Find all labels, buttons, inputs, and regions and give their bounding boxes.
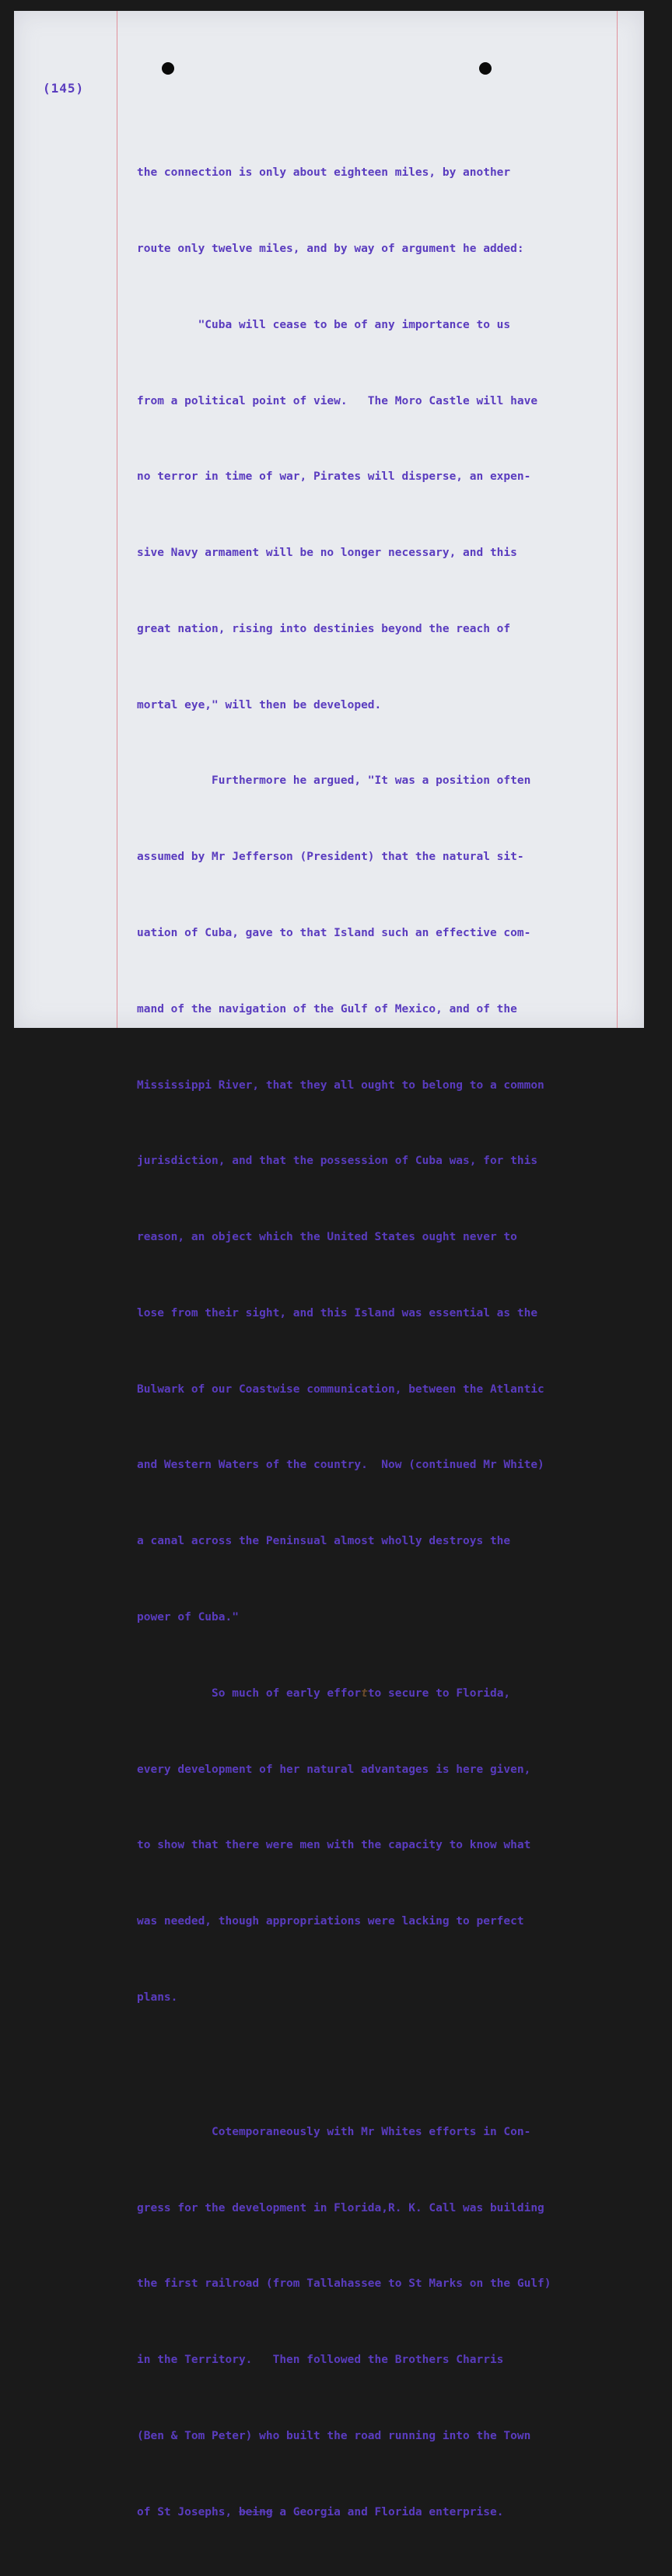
document-page	[14, 11, 644, 2518]
text-line: lose from their sight, and this Island was essential as the	[137, 1306, 538, 1319]
text-line: plans.	[137, 1991, 178, 2004]
text-line: Bulwark of our Coastwise communication, between the Atlantic	[137, 1382, 544, 1396]
text-line: reason, an object which the United States ought never to	[137, 1231, 517, 1244]
text-fragment: of St Josephs,	[137, 2505, 239, 2518]
text-line: Furthermore he argued, "It was a position often	[137, 774, 531, 788]
text-line: Mississippi River, that they all ought to belong to a common	[137, 1078, 544, 1092]
punch-hole	[162, 62, 174, 75]
text-line: mortal eye," will then be developed.	[137, 698, 382, 711]
text-line: power of Cuba."	[137, 1611, 239, 1624]
text-line: and Western Waters of the country. Now (continued Mr White)	[137, 1459, 544, 1472]
text-line: "Cuba will cease to be of any importance to us	[137, 318, 511, 331]
text-line: route only twelve miles, and by way of argument he added:	[137, 242, 524, 255]
text-line: no terror in time of war, Pirates will disperse, an expen-	[137, 470, 531, 484]
text-line: the first railroad (from Tallahassee to St Marks on the Gulf)	[137, 2277, 551, 2291]
text-line: was needed, though appropriations were lacking to perfect	[137, 1915, 524, 1928]
text-line: a canal across the Peninsual almost wholly destroys the	[137, 1535, 511, 1548]
text-line: the connection is only about eighteen miles, by another	[137, 166, 511, 180]
struck-word: being	[238, 2505, 273, 2518]
text-line: mand of the navigation of the Gulf of Mexico, and of the	[137, 1002, 517, 1015]
text-line	[137, 2500, 635, 2525]
page-number: (145)	[43, 81, 85, 96]
text-line: (Ben & Tom Peter) who built the road running into the Town	[137, 2430, 531, 2443]
paragraph-gap	[137, 2061, 635, 2069]
text-fragment: a Georgia and Florida enterprise.	[272, 2505, 504, 2518]
text-line: to show that there were men with the capacity to know what	[137, 1839, 531, 1852]
text-fragment: So much of early effor	[137, 1686, 362, 1700]
text-line: gress for the development in Florida,R. K. Call was building	[137, 2201, 544, 2214]
text-line: sive Navy armament will be no longer necessary, and this	[137, 547, 517, 560]
text-line: from a political point of view. The Moro Castle will have	[137, 394, 538, 407]
text-line	[137, 1681, 635, 1707]
text-line: uation of Cuba, gave to that Island such an effective com-	[137, 927, 531, 939]
text-line: every development of her natural advantages is here given,	[137, 1763, 531, 1776]
text-fragment: to secure to Florida,	[367, 1686, 511, 1700]
punch-hole	[479, 62, 492, 75]
text-line: assumed by Mr Jefferson (President) that the natural sit-	[137, 851, 524, 864]
typed-text-body	[137, 110, 635, 2576]
text-line: jurisdiction, and that the possession of Cuba was, for this	[137, 1155, 538, 1168]
text-line: Cotemporaneously with Mr Whites efforts in Con-	[137, 2125, 531, 2138]
handwritten-insertion: t	[361, 1686, 368, 1700]
text-line: in the Territory. Then followed the Brothers Charris	[137, 2354, 504, 2367]
text-line: great nation, rising into destinies beyond the reach of	[137, 622, 511, 635]
